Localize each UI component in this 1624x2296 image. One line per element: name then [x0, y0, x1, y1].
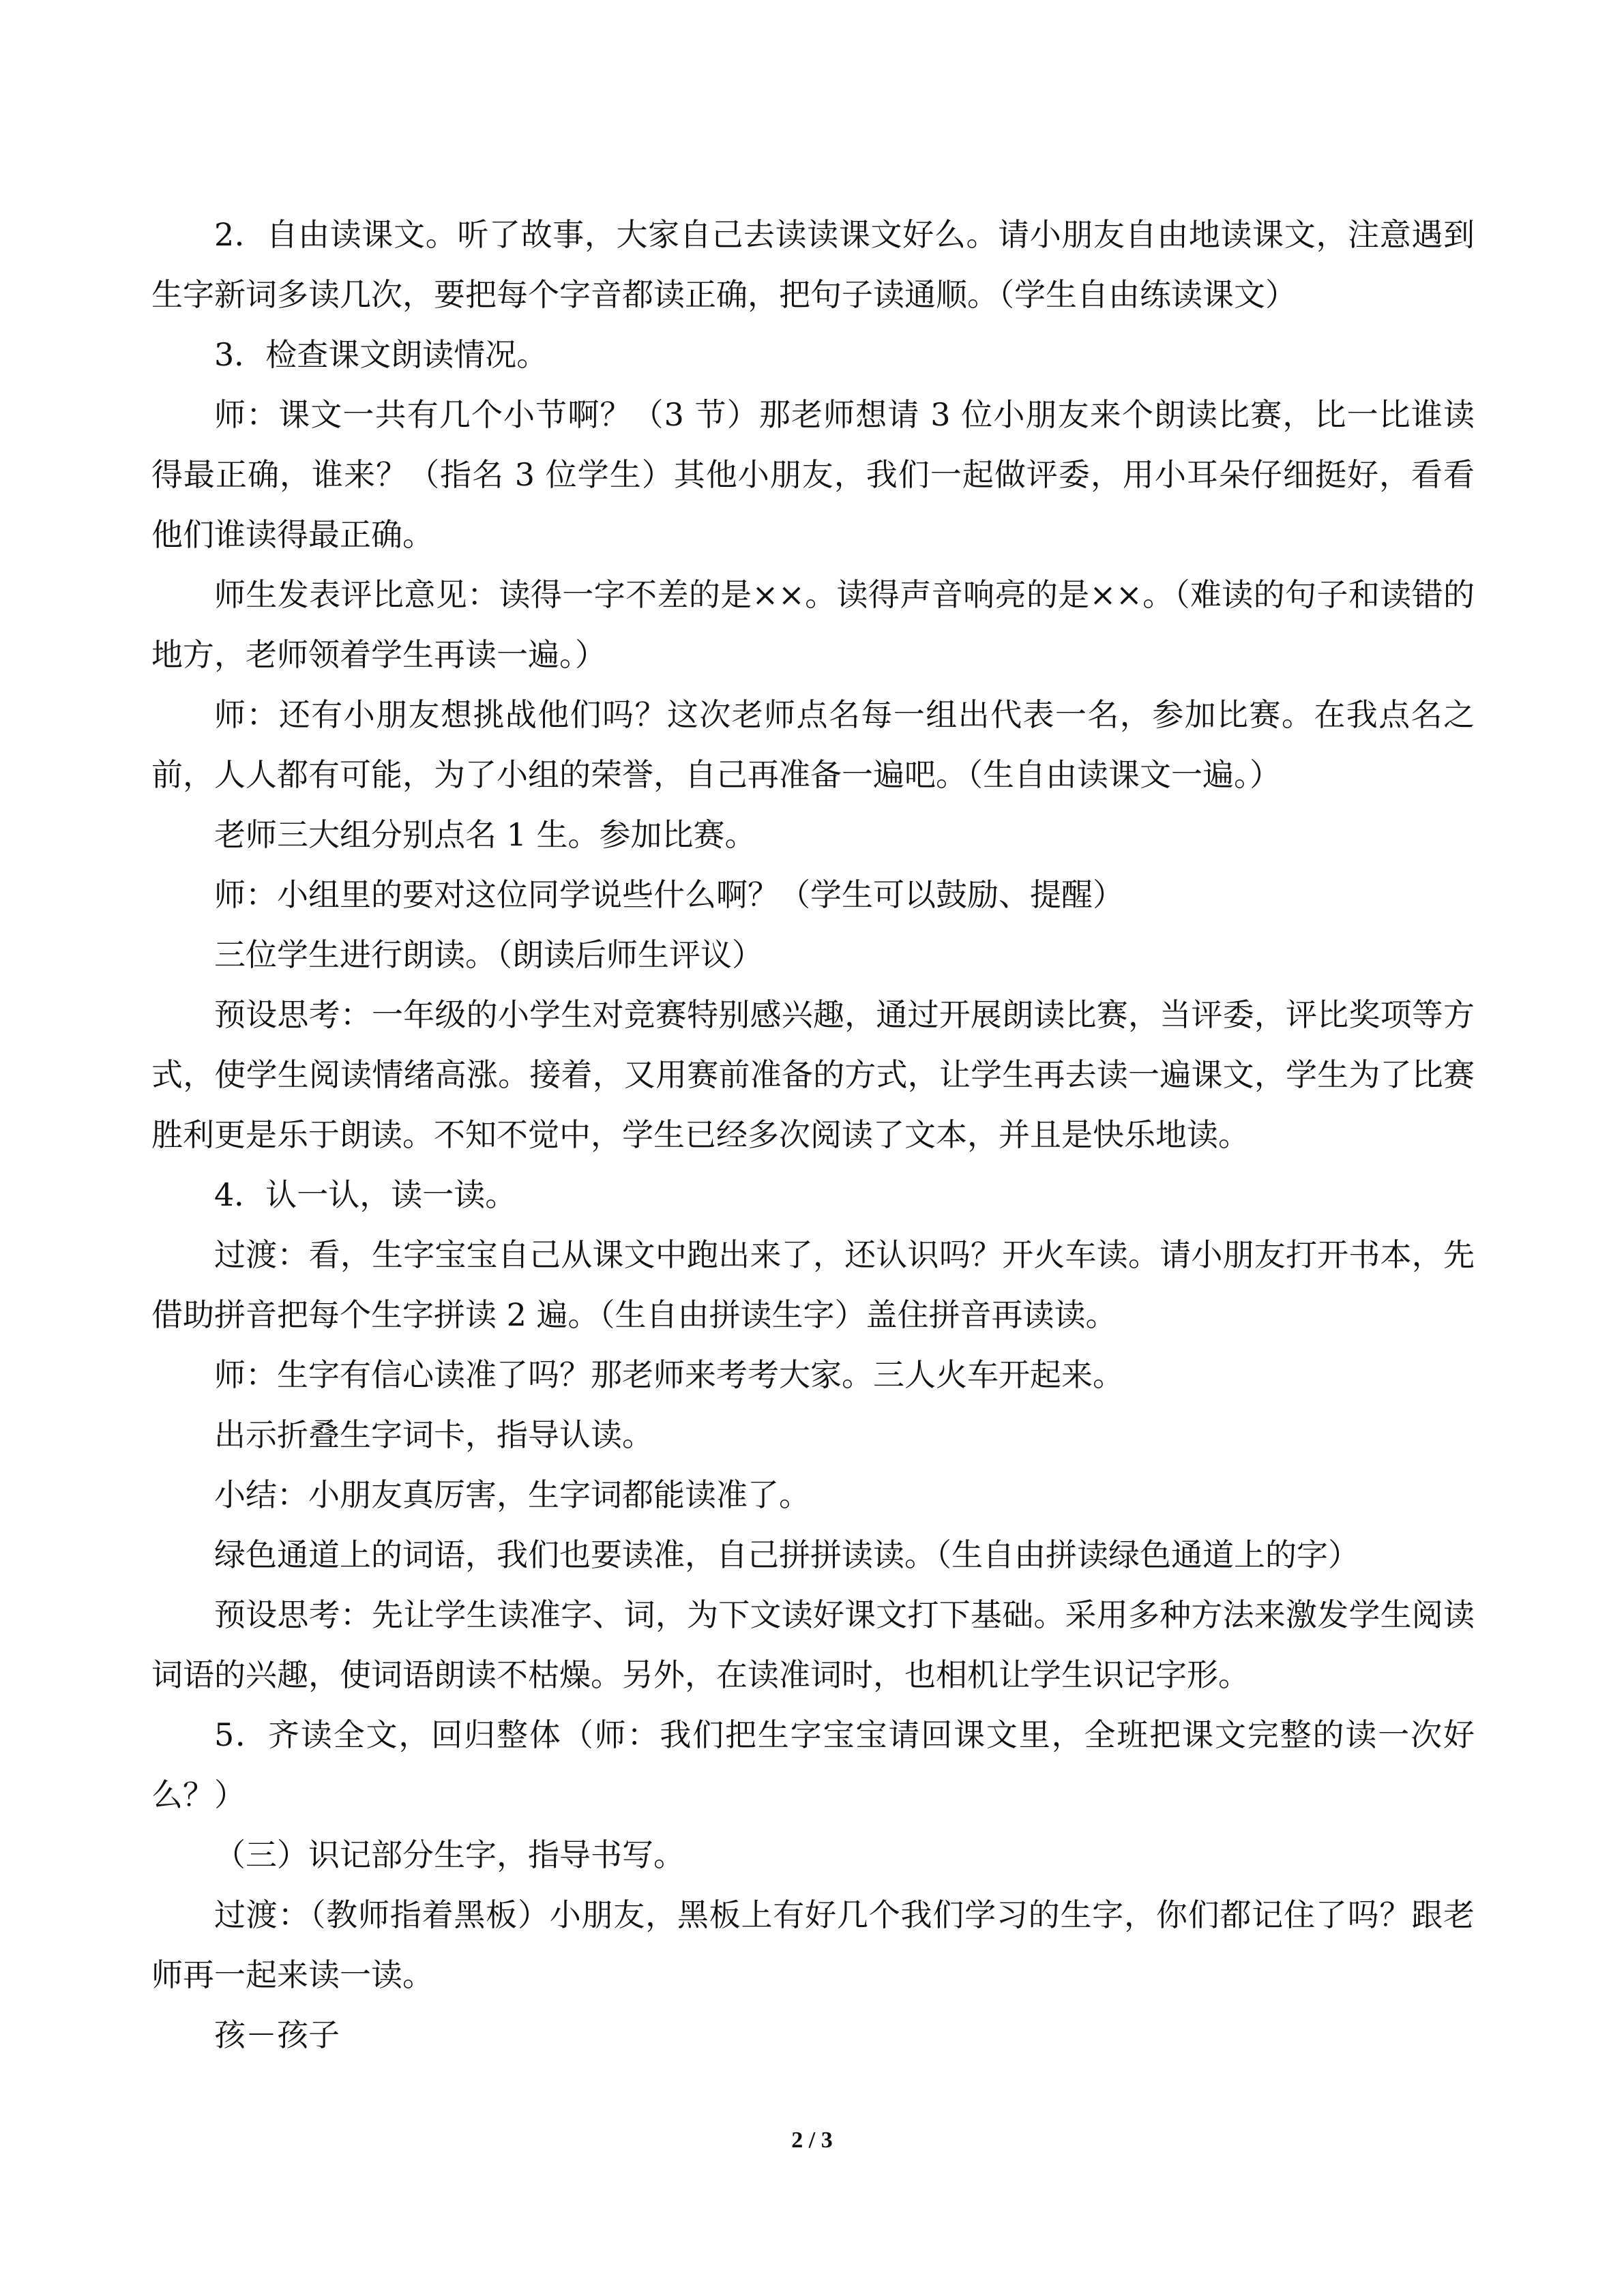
paragraph-transition-new-words: 过渡：看，生字宝宝自己从课文中跑出来了，还认识吗？开火车读。请小朋友打开书本，先借助拼音把每个生字拼读 2 遍。（生自由拼读生字）盖住拼音再读读。 [151, 1236, 1475, 1333]
paragraph-group-encourage: 师：小组里的要对这位同学说些什么啊？（学生可以鼓励、提醒） [214, 876, 1124, 913]
paragraph-read-full-text: 5．齐读全文，回归整体（师：我们把生字宝宝请回课文里，全班把课文完整的读一次好么？） [151, 1716, 1475, 1813]
paragraph-green-channel: 绿色通道上的词语，我们也要读准，自己拼拼读读。（生自由拼读绿色通道上的字） [214, 1536, 1359, 1573]
paragraph-challenge: 师：还有小朋友想挑战他们吗？这次老师点名每一组出代表一名，参加比赛。在我点名之前，人人都有可能，为了小组的荣誉，自己再准备一遍吧。（生自由读课文一遍。） [151, 696, 1475, 793]
paragraph-word-cards: 出示折叠生字词卡，指导认读。 [214, 1416, 653, 1453]
paragraph-reading-contest: 师：课文一共有几个小节啊？（3 节）那老师想请 3 位小朋友来个朗读比赛，比一比谁读得最正确，谁来？（指名 3 位学生）其他小朋友，我们一起做评委，用小耳朵仔细挺好，看看他们谁读得最正确。 [151, 396, 1475, 553]
paragraph-word-example: 孩－孩子 [214, 2016, 340, 2053]
paragraph-group-selection: 老师三大组分别点名 1 生。参加比赛。 [214, 816, 756, 853]
page-number: 2 / 3 [791, 2128, 833, 2153]
paragraph-design-thinking-2: 预设思考：先让学生读准字、词，为下文读好课文打下基础。采用多种方法来激发学生阅读词语的兴趣，使词语朗读不枯燥。另外，在读准词时，也相机让学生识记字形。 [151, 1596, 1475, 1693]
paragraph-recognize-read: 4．认一认，读一读。 [214, 1176, 517, 1213]
paragraph-check-reading: 3．检查课文朗读情况。 [214, 336, 548, 373]
paragraph-evaluation: 师生发表评比意见：读得一字不差的是××。读得声音响亮的是××。（难读的句子和读错的地方，老师领着学生再读一遍。） [151, 576, 1475, 673]
paragraph-three-readers: 三位学生进行朗读。（朗读后师生评议） [214, 936, 763, 973]
paragraph-free-reading: 2．自由读课文。听了故事，大家自己去读读课文好么。请小朋友自由地读课文，注意遇到生字新词多读几次，要把每个字音都读正确，把句子读通顺。（学生自由练读课文） [151, 216, 1475, 313]
paragraph-blackboard-transition: 过渡：（教师指着黑板）小朋友，黑板上有好几个我们学习的生字，你们都记住了吗？跟老师再一起来读一读。 [151, 1896, 1475, 1993]
paragraph-design-thinking-1: 预设思考：一年级的小学生对竞赛特别感兴趣，通过开展朗读比赛，当评委，评比奖项等方式，使学生阅读情绪高涨。接着，又用赛前准备的方式，让学生再去读一遍课文，学生为了比赛胜利更是乐于朗读。不知不觉中，学生已经多次阅读了文本，并且是快乐地读。 [151, 996, 1475, 1153]
paragraph-confidence-check: 师：生字有信心读准了吗？那老师来考考大家。三人火车开起来。 [214, 1356, 1124, 1393]
document-body [151, 205, 1475, 2065]
paragraph-summary: 小结：小朋友真厉害，生字词都能读准了。 [214, 1476, 810, 1513]
paragraph-section-three-heading: （三）识记部分生字，指导书写。 [214, 1836, 685, 1873]
